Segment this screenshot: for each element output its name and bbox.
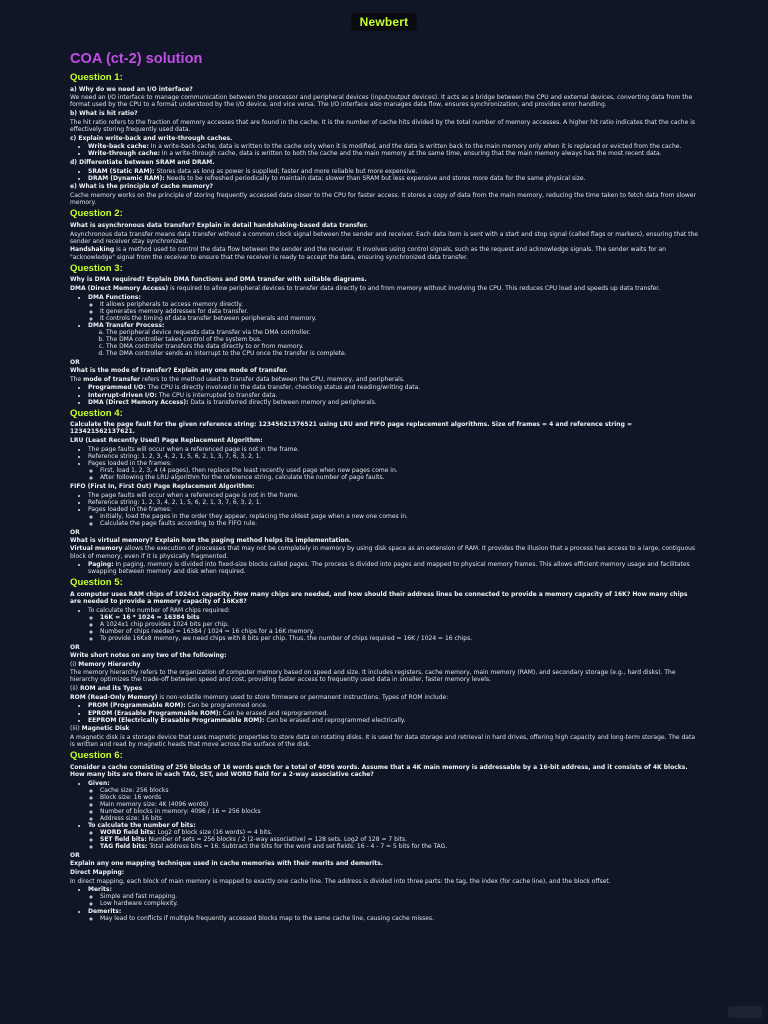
term: Interrupt-driven I/O: [88, 391, 157, 399]
page-corner-mark [728, 1006, 762, 1018]
list-item: ◦ Simple and fast mapping. [100, 893, 698, 900]
list-item [88, 150, 698, 157]
definition: The CPU is directly involved in the data transfer, checking status and reading/writing data. [145, 384, 421, 392]
sub-heading: Given: [88, 779, 110, 787]
lru-sub-list [88, 467, 698, 481]
list-item: ◦ It allows peripherals to access memory directly. [100, 301, 698, 308]
list-item [88, 322, 698, 357]
term: Memory Hierarchy [78, 660, 141, 668]
definition: Number of sets = 256 blocks / 2 (2-way associative) = 128 sets. Log2 of 128 = 7 bits. [146, 836, 407, 844]
merits-demerits-list [70, 886, 698, 921]
term: Magnetic Disk [81, 725, 130, 733]
q6-map-question: Explain any one mapping technique used in cache memories with their merits and demerits. [70, 860, 383, 868]
or-separator: OR [70, 359, 80, 366]
question-5-heading: Question 5: [70, 577, 123, 589]
list-item: ◦ Address size: 16 bits [100, 815, 698, 822]
q2-paragraph-2 [70, 246, 698, 260]
note-2-heading [70, 685, 698, 692]
term: SRAM (Static RAM): [88, 167, 155, 175]
note-2-text [70, 694, 698, 701]
list-item: • The page faults will occur when a referenced page is not in the frame. [88, 446, 698, 453]
definition: Total address bits = 16. Subtract the bits for the word and set fields: 16 - 4 - 7 = 5 bits for the TAG. [147, 843, 448, 851]
question-2-heading: Question 2: [70, 208, 123, 220]
sub-heading: DMA Functions: [88, 293, 141, 301]
q1-d-list [70, 168, 698, 182]
fifo-list [70, 492, 698, 527]
q1-c-question: c) Explain write-back and write-through caches. [70, 134, 233, 142]
term: mode of transfer [83, 375, 141, 383]
list-item [88, 908, 698, 922]
list-item [100, 829, 698, 836]
term: DRAM (Dynamic RAM): [88, 174, 165, 182]
merits-list [88, 893, 698, 907]
list-item: d. The DMA controller sends an interrupt to the CPU once the transfer is complete. [106, 350, 698, 357]
q3-alt-question: What is the mode of transfer? Explain any one mode of transfer. [70, 367, 288, 375]
list-item: ◦ To provide 16Kx8 memory, we need chips with 8 bits per chip. Thus, the number of chips required = 16K / 1024 = 16 chips. [100, 635, 698, 642]
term: PROM (Programmable ROM): [88, 702, 186, 710]
list-item [88, 168, 698, 175]
or-separator: OR [70, 643, 80, 651]
note-3-heading [70, 725, 698, 732]
term: ROM and its Types [79, 685, 143, 693]
definition: is non-volatile memory used to store firmware or permanent instructions. Types of ROM include: [157, 693, 449, 701]
list-item: ◦ Main memory size: 4K (4096 words) [100, 801, 698, 808]
list-item [100, 614, 698, 621]
term: EPROM (Erasable Programmable ROM): [88, 709, 221, 717]
q1-a-question: a) Why do we need an I/O interface? [70, 85, 193, 93]
question-1-heading: Question 1: [70, 72, 123, 83]
q1-d-question: d) Differentiate between SRAM and DRAM. [70, 159, 215, 166]
list-item [88, 392, 698, 399]
definition: is a method used to control the data flow between the sender and the receiver. It involves using control signals, such as the request and acknowledge signals. The sender waits for an "acknowledge" signal from the receiver to ensure that the receiver is ready to accept the data, ensuring synchronized data transfer. [70, 246, 666, 261]
definition: Log2 of block size (16 words) = 4 bits. [155, 829, 273, 837]
q1-a-answer: We need an I/O interface to manage communication between the processor and peripheral devices (input/output devices). It acts as a bridge between the CPU and external devices, converting data from the format used by the CPU to a format understood by the I/O device, and vice versa. The I/O interface also manages data flow, ensures synchronization, and provides error handling. [70, 94, 693, 109]
list-item: • The page faults will occur when a referenced page is not in the frame. [88, 492, 698, 499]
term: DMA (Direct Memory Access): [88, 398, 189, 406]
list-item: ◦ Calculate the page faults according to the FIFO rule. [100, 520, 698, 527]
list-item: ◦ Low hardware complexity. [100, 900, 698, 907]
term: Write-through cache: [88, 150, 161, 158]
page-title: COA (ct-2) solution [70, 51, 203, 67]
definition: is required to allow peripheral devices to transfer data directly to and from memory without involving the CPU. This reduces CPU load and speeds up data transfer. [168, 284, 661, 292]
q1-b-question: b) What is hit ratio? [70, 110, 138, 118]
term: DMA (Direct Memory Access) [70, 284, 169, 292]
list-item [88, 710, 698, 717]
list-item [100, 843, 698, 850]
list-item: ◦ It controls the timing of data transfer between peripherals and memory. [100, 315, 698, 322]
label: (iii) [70, 725, 82, 733]
label: (i) [70, 660, 79, 668]
list-item: ◦ A 1024x1 chip provides 1024 bits per chip. [100, 621, 698, 628]
direct-mapping-heading: Direct Mapping: [70, 868, 125, 876]
rom-types-list [70, 702, 698, 723]
list-item: b. The DMA controller takes control of the system bus. [106, 336, 698, 343]
sub-heading: Demerits: [88, 907, 122, 915]
definition: Can be erased and reprogrammed. [220, 709, 329, 717]
term: Paging: [88, 561, 114, 569]
q3-list [70, 294, 698, 358]
definition: allows the execution of processes that may not be completely in memory by using disk space as an extension of RAM. It provides the illusion that a process has access to a large, contiguous block of memory, even if it is physically fragmented. [70, 545, 696, 560]
list-item [88, 561, 698, 575]
fifo-sub-list [88, 513, 698, 527]
q3-paragraph [70, 285, 698, 292]
list-item [88, 506, 698, 527]
note-1-heading [70, 661, 698, 668]
q5-question: A computer uses RAM chips of 1024x1 capacity. How many chips are needed, and how should their address lines be connected to provide a memory capacity of 16K? How many chips are needed to provide a memory capacity of 16Kx8? [70, 590, 688, 606]
note-1-text: The memory hierarchy refers to the organization of computer memory based on speed and size. It includes registers, cache memory, main memory (RAM), and secondary storage (e.g., hard disks). The hierarchy optimizes the trade-off between speed and cost, providing faster access to frequently used data in smaller, faster memory levels. [70, 669, 676, 684]
list-item [100, 836, 698, 843]
term: Write-back cache: [88, 143, 149, 151]
lru-list [70, 446, 698, 481]
question-3-heading: Question 3: [70, 262, 123, 274]
paging-list [70, 561, 698, 575]
list-item [88, 460, 698, 481]
or-separator: OR [70, 852, 80, 860]
term: WORD field bits: [100, 829, 156, 837]
given-list [88, 787, 698, 822]
list-item: ◦ Number of chips needed = 16384 / 1024 = 16 chips for a 16K memory. [100, 628, 698, 635]
list-item: • Reference string: 1, 2, 3, 4, 2, 1, 5, 6, 2, 1, 3, 7, 6, 3, 2, 1. [88, 453, 698, 460]
term: ROM (Read-Only Memory) [70, 693, 158, 701]
term: TAG field bits: [100, 843, 148, 851]
header [0, 11, 768, 31]
definition: Stores data as long as power is supplied; faster and more reliable but more expensive. [154, 167, 418, 175]
q5-calc-sub-list [88, 614, 698, 642]
q5-notes-question: Write short notes on any two of the following: [70, 651, 227, 659]
q1-e-answer: Cache memory works on the principle of storing frequently accessed data closer to the CPU for faster access. It stores a copy of data from the main memory, reducing the time taken to fetch data from slower memory. [70, 192, 696, 207]
definition: Needs to be refreshed periodically to maintain data; slower than SRAM but less expensive and stores more data for the same physical size. [164, 174, 586, 182]
list-item [88, 717, 698, 724]
term: Virtual memory [70, 545, 123, 553]
lru-heading: LRU (Least Recently Used) Page Replacement Algorithm: [70, 437, 263, 445]
or-separator: OR [70, 528, 80, 536]
list-item: ◦ Cache size: 256 blocks [100, 787, 698, 794]
list-item: ◦ Number of blocks in memory: 4096 / 16 = 256 blocks [100, 808, 698, 815]
prefix: The [70, 375, 84, 383]
list-item [88, 702, 698, 709]
list-item [88, 384, 698, 391]
definition: In a write-through cache, data is written to both the cache and the main memory at the same time, ensuring that the main memory always has the most recent data. [160, 150, 662, 158]
label: (ii) [70, 685, 80, 693]
dma-functions-list [88, 301, 698, 322]
list-item [88, 399, 698, 406]
list-item [88, 607, 698, 642]
list-item: ◦ May lead to conflicts if multiple frequently accessed blocks map to the same cache line, causing cache misses. [100, 915, 698, 922]
sub-heading: DMA Transfer Process: [88, 321, 165, 329]
q4-vm-paragraph [70, 545, 698, 559]
note-3-text: A magnetic disk is a storage device that uses magnetic properties to store data on rotating disks. It is used for data storage and retrieval in hard drives, offering high capacity and long-term storage. The data is written and read by magnetic heads that move across the surface of the disk. [70, 734, 696, 749]
list-item: ◦ Block size: 16 words [100, 794, 698, 801]
list-item [88, 780, 698, 823]
bits-list [88, 829, 698, 850]
definition: Can be erased and reprogrammed electrically. [264, 716, 406, 724]
q2-question: What is asynchronous data transfer? Explain in detail handshaking-based data transfer. [70, 221, 368, 229]
list-item: a. The peripheral device requests data transfer via the DMA controller. [106, 329, 698, 336]
definition: Can be programmed once. [185, 702, 268, 710]
sub-heading: Merits: [88, 886, 112, 894]
q6-question: Consider a cache consisting of 256 blocks of 16 words each for a total of 4096 words. Assume that a 4K main memory is addressable by a 16-bit address, and it consists of 4K blocks. How many bits are there in each TAG, SET, and WORD field for a 2-way associative cache? [70, 763, 688, 778]
q6-list [70, 780, 698, 851]
term: EEPROM (Electrically Erasable Programmable ROM): [88, 716, 265, 724]
definition: In paging, memory is divided into fixed-size blocks called pages. The process is divided into pages and mapped to physical memory frames. This allows efficient memory usage and facilitates swapping between memory and disk when required. [88, 561, 690, 576]
document [70, 51, 698, 923]
list-item: • Reference string: 1, 2, 3, 4, 2, 1, 5, 6, 2, 1, 3, 7, 6, 3, 2, 1. [88, 499, 698, 506]
term: 16K = 16 * 1024 = 16384 bits [100, 613, 200, 621]
term: Handshaking [70, 246, 115, 254]
term: Programmed I/O: [88, 384, 146, 392]
q3-alt-paragraph [70, 376, 698, 383]
q4-question: Calculate the page fault for the given reference string: 123456213765​21 using LRU and FIFO page replacement algorithms. Size of frames = 4 and reference string = 123421562137621. [70, 421, 632, 436]
item-text: Pages loaded in the frames: [88, 505, 172, 513]
term: SET field bits: [100, 836, 147, 844]
definition: The CPU is interrupted to transfer data. [156, 391, 278, 399]
q5-calc-list [70, 607, 698, 642]
list-item [88, 822, 698, 850]
q2-paragraph-1: Asynchronous data transfer means data transfer without a common clock signal between the sender and receiver. Each data item is sent with a start and stop signal (called flags or markers), ensuring that the sender and receiver stay synchronized. [70, 230, 698, 245]
definition: In a write-back cache, data is written to the cache only when it is modified, and the data is written back to the main memory only when it is replaced or evicted from the cache. [148, 143, 682, 151]
fifo-heading: FIFO (First In, First Out) Page Replacement Algorithm: [70, 482, 255, 490]
q1-c-list [70, 143, 698, 157]
list-item: ◦ Initially, load the pages in the order they appear, replacing the oldest page when a new one comes in. [100, 513, 698, 520]
list-item: ◦ It generates memory addresses for data transfer. [100, 308, 698, 315]
list-item: ◦ First, load 1, 2, 3, 4 (4 pages), then replace the least recently used page when new pages come in. [100, 467, 698, 474]
demerits-list [88, 915, 698, 922]
dma-process-list [88, 329, 698, 357]
list-item [88, 294, 698, 322]
item-text: Pages loaded in the frames: [88, 460, 172, 467]
question-6-heading: Question 6: [70, 750, 123, 762]
q4-vm-question: What is virtual memory? Explain how the paging method helps its implementation. [70, 536, 352, 544]
item-text: To calculate the number of RAM chips required: [88, 606, 230, 614]
question-4-heading: Question 4: [70, 407, 123, 419]
list-item [88, 175, 698, 182]
brand-logo: Newbert [351, 13, 418, 31]
direct-mapping-text: In direct mapping, each block of main memory is mapped to exactly one cache line. The address is divided into three parts: the tag, the index (for cache line), and the block offset. [70, 877, 611, 885]
q1-b-answer: The hit ratio refers to the fraction of memory accesses that are found in the cache. It is the number of cache hits divided by the total number of memory accesses. A higher hit ratio indicates that the cache is effectively storing frequently used data. [70, 118, 696, 133]
list-item: c. The DMA controller transfers the data directly to or from memory. [106, 343, 698, 350]
definition: Data is transferred directly between memory and peripherals. [188, 398, 377, 406]
list-item: ◦ After following the LRU algorithm for the reference string, calculate the number of page faults. [100, 474, 698, 481]
sub-heading: To calculate the number of bits: [88, 822, 196, 830]
list-item [88, 143, 698, 150]
q1-e-question: e) What is the principle of cache memory? [70, 183, 213, 191]
q3-modes-list [70, 384, 698, 405]
list-item [88, 886, 698, 907]
definition: refers to the method used to transfer data between the CPU, memory, and peripherals. [140, 375, 405, 383]
q3-question: Why is DMA required? Explain DMA functions and DMA transfer with suitable diagrams. [70, 276, 367, 284]
